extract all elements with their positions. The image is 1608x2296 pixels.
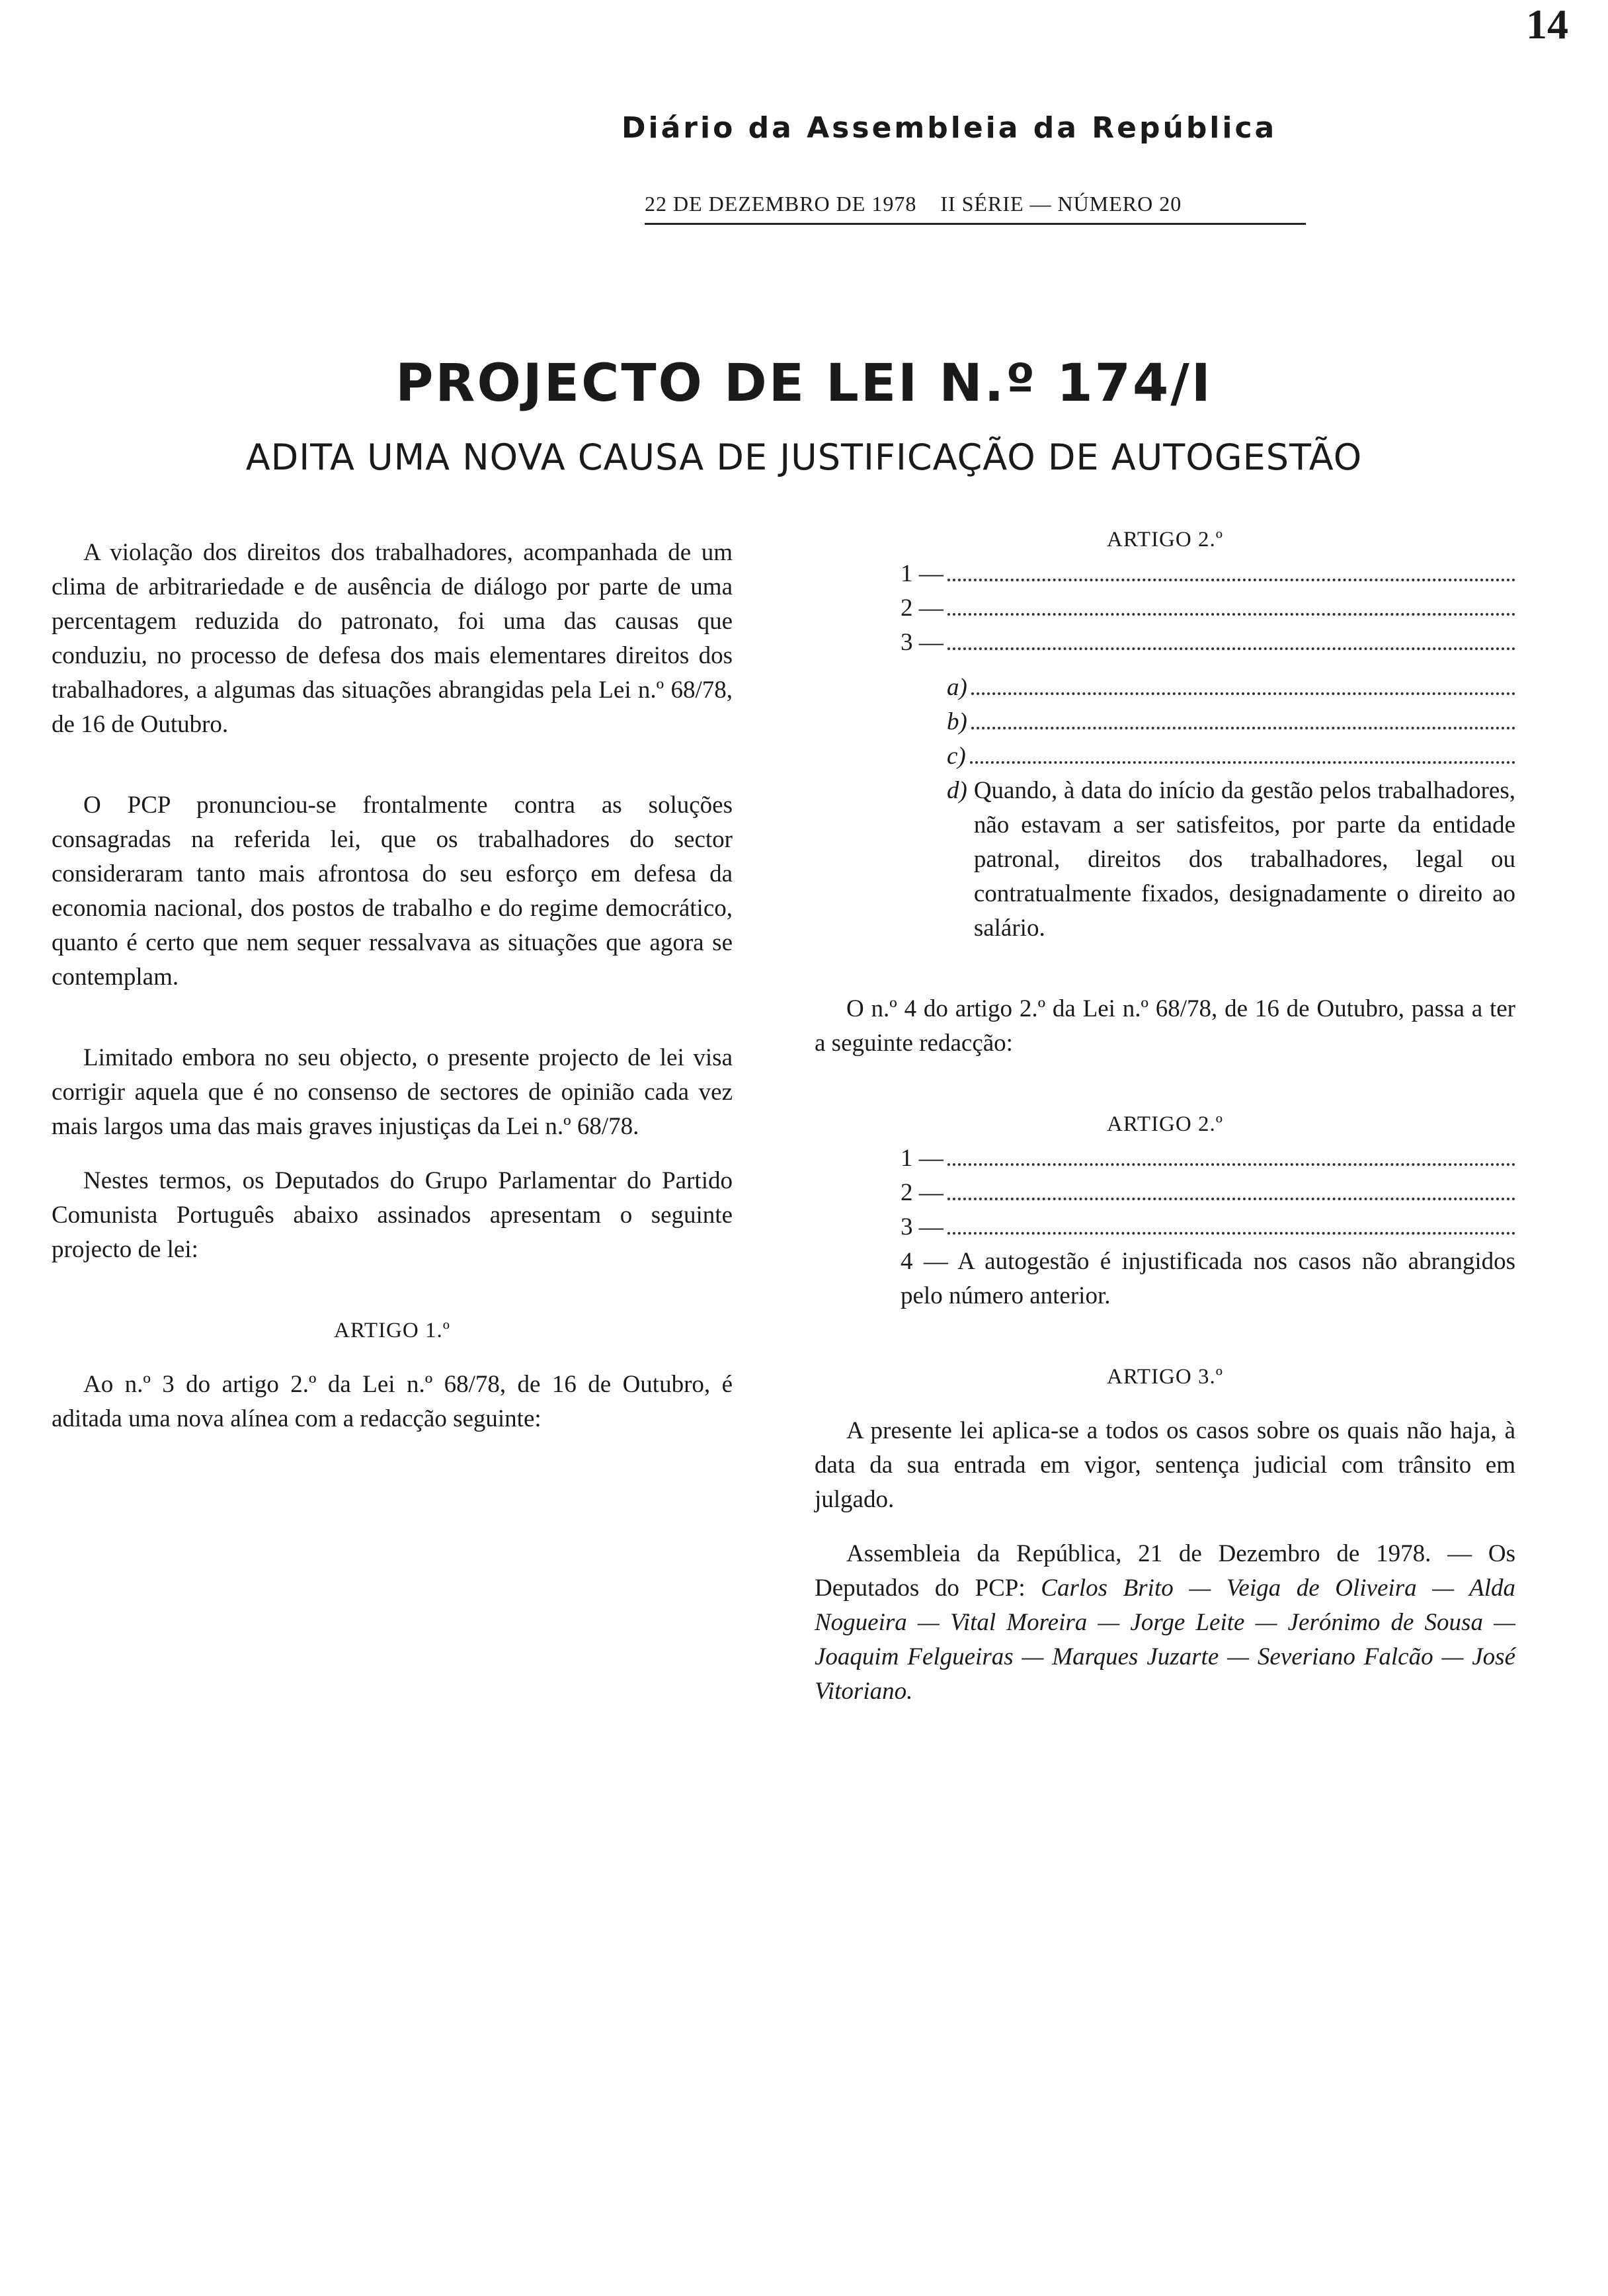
- item-line: [901, 1176, 1515, 1210]
- alinea-d-text: Quando, à data do início da gestão pelos trabalhadores, não estavam a ser satisfeitos, por parte da entidade patronal, direitos dos trabalhadores, legal ou contratualmente fixados, designadamente o direito ao salário.: [973, 777, 1515, 942]
- item-line: [901, 1141, 1515, 1176]
- article-3-heading: ARTIGO 3.º: [1107, 1365, 1223, 1389]
- dotted-leader: [947, 634, 1515, 650]
- alinea-label: c): [947, 743, 966, 770]
- dotted-leader: [947, 1150, 1515, 1166]
- item-number: 1 —: [901, 1145, 944, 1172]
- item-number: 3 —: [901, 1213, 944, 1241]
- document-title: PROJECTO DE LEI N.º 174/I: [395, 354, 1213, 413]
- item-number: 2 —: [901, 594, 944, 622]
- header-series: II SÉRIE — NÚMERO 20: [940, 192, 1182, 216]
- item-line: [901, 591, 1515, 626]
- intro-text: O n.º 4 do artigo 2.º da Lei n.º 68/78, de 16 de Outubro, passa a ter a seguinte redacção:: [815, 995, 1515, 1057]
- item-line: [901, 1210, 1515, 1245]
- alinea-label: d): [947, 777, 967, 804]
- alinea-line: [947, 671, 1515, 705]
- closing-signature-block: [815, 1537, 1515, 1709]
- header-date: 22 DE DEZEMBRO DE 1978: [645, 192, 917, 216]
- dotted-leader: [971, 679, 1515, 695]
- item-4-text: 4 — A autogestão é injustificada nos casos não abrangidos pelo número anterior.: [901, 1248, 1515, 1309]
- handwritten-source-note: Diário da Assembleia da República: [622, 111, 1277, 145]
- alinea-d: [947, 774, 1515, 946]
- dotted-leader: [947, 565, 1515, 581]
- paragraph: Limitado embora no seu objecto, o presente projecto de lei visa corrigir aquela que é no consenso de sectores de opinião cada vez mais largos uma das mais graves injustiças da Lei n.º 68/78.: [52, 1044, 733, 1140]
- alinea-line: [947, 705, 1515, 739]
- item-number: 3 —: [901, 629, 944, 656]
- left-column: [52, 536, 733, 1436]
- running-header: [645, 192, 1306, 225]
- article-3-text: A presente lei aplica-se a todos os casos sobre os quais não haja, à data da sua entrada em vigor, sentença judicial com trânsito em julgado.: [815, 1417, 1515, 1513]
- closing-text: Assembleia da República, 21 de Dezembro de 1978. — Os Deputados do PCP:: [815, 1540, 1515, 1602]
- alinea-label: a): [947, 674, 967, 701]
- dotted-leader: [947, 1184, 1515, 1200]
- article-1-text: Ao n.º 3 do artigo 2.º da Lei n.º 68/78, de 16 de Outubro, é aditada uma nova alínea com a redacção seguinte:: [52, 1371, 733, 1432]
- item-line: [901, 626, 1515, 660]
- item-number: 2 —: [901, 1179, 944, 1206]
- item-line: [901, 557, 1515, 591]
- alinea-label: b): [947, 708, 967, 735]
- dotted-leader: [947, 600, 1515, 616]
- document-subtitle: ADITA UMA NOVA CAUSA DE JUSTIFICAÇÃO DE AUTOGESTÃO: [245, 436, 1363, 478]
- paragraph: Nestes termos, os Deputados do Grupo Parlamentar do Partido Comunista Português abaixo assinados apresentam o seguinte projecto de lei:: [52, 1167, 733, 1263]
- right-column: [815, 522, 1515, 1709]
- dotted-leader: [970, 748, 1515, 764]
- article-2-heading: ARTIGO 2.º: [1107, 528, 1223, 552]
- dotted-leader: [947, 1219, 1515, 1235]
- page-number: 14: [1526, 1, 1568, 48]
- signers-list: Carlos Brito — Veiga de Oliveira — Alda Nogueira — Vital Moreira — Jorge Leite — Jerónimo de Sousa — Joaquim Felgueiras — Marques Juzarte — Severiano Falcão — José Vitoriano.: [815, 1575, 1515, 1705]
- item-number: 1 —: [901, 560, 944, 587]
- paragraph: O PCP pronunciou-se frontalmente contra as soluções consagradas na referida lei, que os trabalhadores do sector consideraram tanto mais afrontosa do seu esforço em defesa da economia nacional, dos postos de trabalho e do regime democrático, quanto é certo que nem sequer ressalvava as situações que agora se contemplam.: [52, 792, 733, 991]
- alinea-line: [947, 739, 1515, 774]
- dotted-leader: [971, 714, 1515, 729]
- article-1-heading: ARTIGO 1.º: [334, 1319, 450, 1342]
- article-2-heading-amended: ARTIGO 2.º: [1107, 1112, 1223, 1136]
- paragraph: A violação dos direitos dos trabalhadores, acompanhada de um clima de arbitrariedade e de ausência de diálogo por parte de uma percentagem reduzida do patronato, foi uma das causas que conduziu, no processo de defesa dos mais elementares direitos dos trabalhadores, a algumas das situações abrangidas pela Lei n.º 68/78, de 16 de Outubro.: [52, 539, 733, 738]
